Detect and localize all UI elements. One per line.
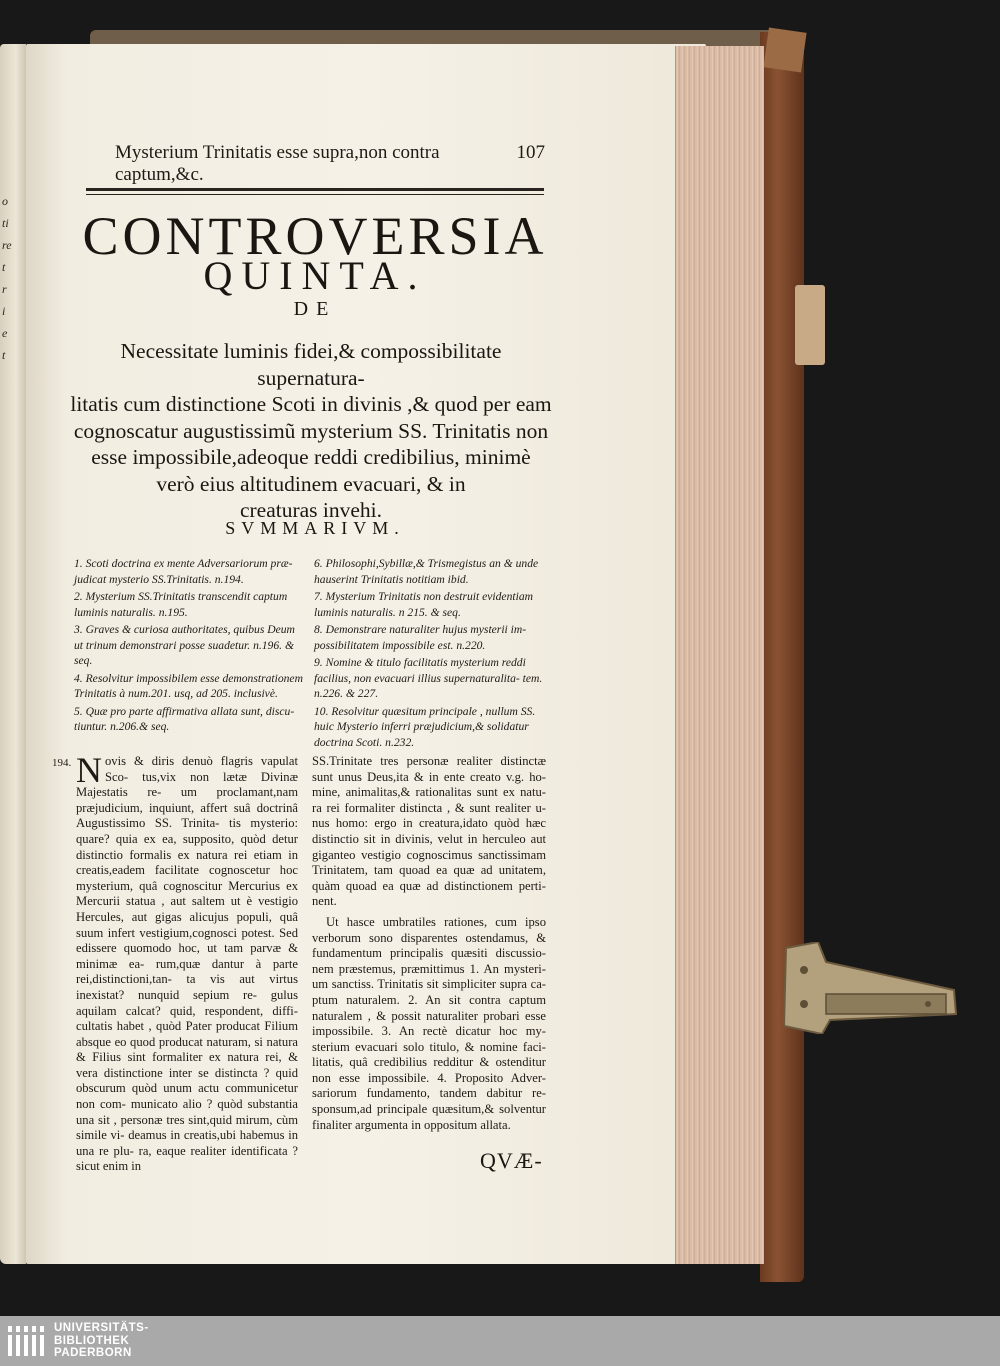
- summarium-item: 8. Demonstrare naturaliter hujus mysterii im- possibilitatem impossibile est. n.220.: [314, 623, 527, 652]
- subtitle-line: esse impossibile,adeoque reddi credibilius, minimè: [91, 445, 531, 469]
- page-block-edges: [675, 46, 764, 1264]
- title-de: DE: [293, 298, 337, 320]
- library-name: UNIVERSITÄTS- BIBLIOTHEK PADERBORN: [54, 1322, 149, 1359]
- subtitle-line: creaturas invehi.: [239, 498, 383, 522]
- corner-tab: [763, 28, 806, 73]
- summarium-item: 9. Nomine & titulo facilitatis mysterium reddi facilius, non evacuari illius supernaturalita- tem. n.226. & 227.: [314, 656, 543, 700]
- summarium-item: 5. Quæ pro parte affirmativa allata sunt, discu- tiuntur. n.206.& seq.: [74, 704, 295, 733]
- title-controversia: CONTROVERSIA: [82, 206, 548, 266]
- previous-page-marks: o ti re t r i e t: [2, 194, 12, 362]
- summarium-heading: SVMMARIVM.: [225, 518, 405, 538]
- metal-clasp: [778, 942, 958, 1034]
- summarium-item: 1. Scoti doctrina ex mente Adversariorum præ- judicat mysterio SS.Trinitatis. n.194.: [74, 557, 293, 586]
- title-quinta: QUINTA.: [203, 253, 427, 298]
- body-paragraph: SS.Trinitate tres personæ realiter distinctæ sunt unus Deus,ita & in ente creato v.g. ho- mine, animalitas,& rationalitas sunt ex natu- ra rei formaliter distincta , & sunt realiter u- nus homo: ergo in creatura,idato quòd hæc distinctio sit in divinis, velut in herculeo aut giganteo vestigio cognoscimus sanctissimam Trinitatem, tam quoad ea quæ ad unitatem, quàm quoad ea quæ ad distinctionem perti- nent.: [312, 754, 546, 909]
- subtitle: [66, 338, 556, 524]
- subtitle-line: litatis cum distinctione Scoti in divinis ,& quod per eam: [70, 392, 552, 416]
- leather-tab: [795, 285, 825, 365]
- body-left-column: [76, 750, 298, 1180]
- library-columns-icon: [8, 1324, 46, 1360]
- previous-page-edge: [0, 44, 26, 1264]
- summarium-right-column: [314, 556, 546, 752]
- header-rule: [86, 188, 544, 191]
- subtitle-line: verò eius altitudinem evacuari, & in: [156, 471, 466, 496]
- summarium-left-column: [74, 556, 306, 737]
- catchword: QVÆ-: [480, 1148, 543, 1173]
- summarium-item: 2. Mysterium SS.Trinitatis transcendit captum luminis naturalis. n.195.: [74, 590, 288, 619]
- subtitle-line: Necessitate luminis fidei,& compossibilitate supernatura-: [120, 339, 502, 390]
- running-head: [115, 142, 545, 186]
- running-head-title: Mysterium Trinitatis esse supra,non contra captum,&c.: [115, 142, 440, 185]
- header-rule-thin: [86, 194, 544, 195]
- footer-bar: [0, 1316, 1000, 1366]
- body-right-column: [312, 754, 546, 1138]
- summarium-item: 3. Graves & curiosa authoritates, quibus Deum ut trinum demonstrari posse suadetur. n.196. & seq.: [74, 623, 295, 667]
- body-paragraph: Ut hasce umbratiles rationes, cum ipso verborum sono disparentes ostendamus, & fundamentum principalis quæsiti discussio- nem præstemus, præmittimus 1. An mysteri- um sanctiss. Trinitatis sit simpliciter supra ca- ptum naturalem. 2. An sit contra captum naturalem , & possit naturaliter probari esse impossibile. 3. An rectè dicatur hoc my- sterium evacuari solo titulo, & nomine faci- litatis, quâ credibilius redditur & ostenditur non esse impossibile. 4. Proposito Adver- sariorum fundamento, tandem dabitur re- sponsum,ad principale quæsitum,& solventur finaliter argumenta in oppositum allata.: [312, 914, 546, 1132]
- page-number: 107: [516, 142, 545, 163]
- drop-cap: N: [76, 750, 102, 790]
- summarium-item: 4. Resolvitur impossibilem esse demonstrationem Trinitatis à num.201. usq, ad 205. inclusivè.: [74, 671, 303, 700]
- book-cover-edge: [760, 32, 804, 1282]
- summarium-item: 10. Resolvitur quæsitum principale , nullum SS. huic Mysterio inferri præjudicium,& solidatur doctrina Scoti. n.232.: [314, 704, 536, 749]
- subtitle-line: cognoscatur augustissimũ mysterium SS. Trinitatis non: [73, 418, 549, 443]
- summarium-item: 6. Philosophi,Sybillæ,& Trismegistus an & unde hauserint Trinitatis notitiam ibid.: [314, 557, 539, 586]
- margin-paragraph-number: 194.: [52, 757, 72, 769]
- summarium-item: 7. Mysterium Trinitatis non destruit evidentiam luminis naturalis. n 215. & seq.: [314, 590, 533, 619]
- body-paragraph: ovis & diris denuò flagris vapulat Sco- tus,vix non lætæ Divinæ Majestatis re- um proclamant,nam præjudicium, inquiunt, affert suâ doctrinâ Augustissimo SS. Trinita- tis mysterio: quare? quia ex ea, supposito, quòd detur distinctio formalis ex natura rei etiam in creatis,eadem facilitate cognoscetur hoc mysterium, quâ cognoscitur Mercurius ex Mercurii statua , aut saltem ut è vestigio Hercules, aut gigas alicujus populi, quâ suum infert vestigium,cognosci potest. Sed edissere quomodo hoc, ut tam parvæ & minimæ ea- rum,quæ dantur à parte rei,distinctioni,tan- ta vis aut virtus inexistat? nunquid sepium re- gulus aquilam calcat? quid, respondent, diffi- cultatis habet , quòd Pater producat Filium absque eo quod producat naturam, si natura & Filius sint formaliter ex natura rei, & vera distinctione inter se distincta ? quid obscurum quòd unum actu communicetur non com- municato alio ? quòd substantia una sit , personæ tres sint,quid mirum, cùm simile vi- deamus in creatis,ubi habemus in una re plu- ra, eaque realiter identificata ? sicut enim in: [76, 754, 298, 1174]
